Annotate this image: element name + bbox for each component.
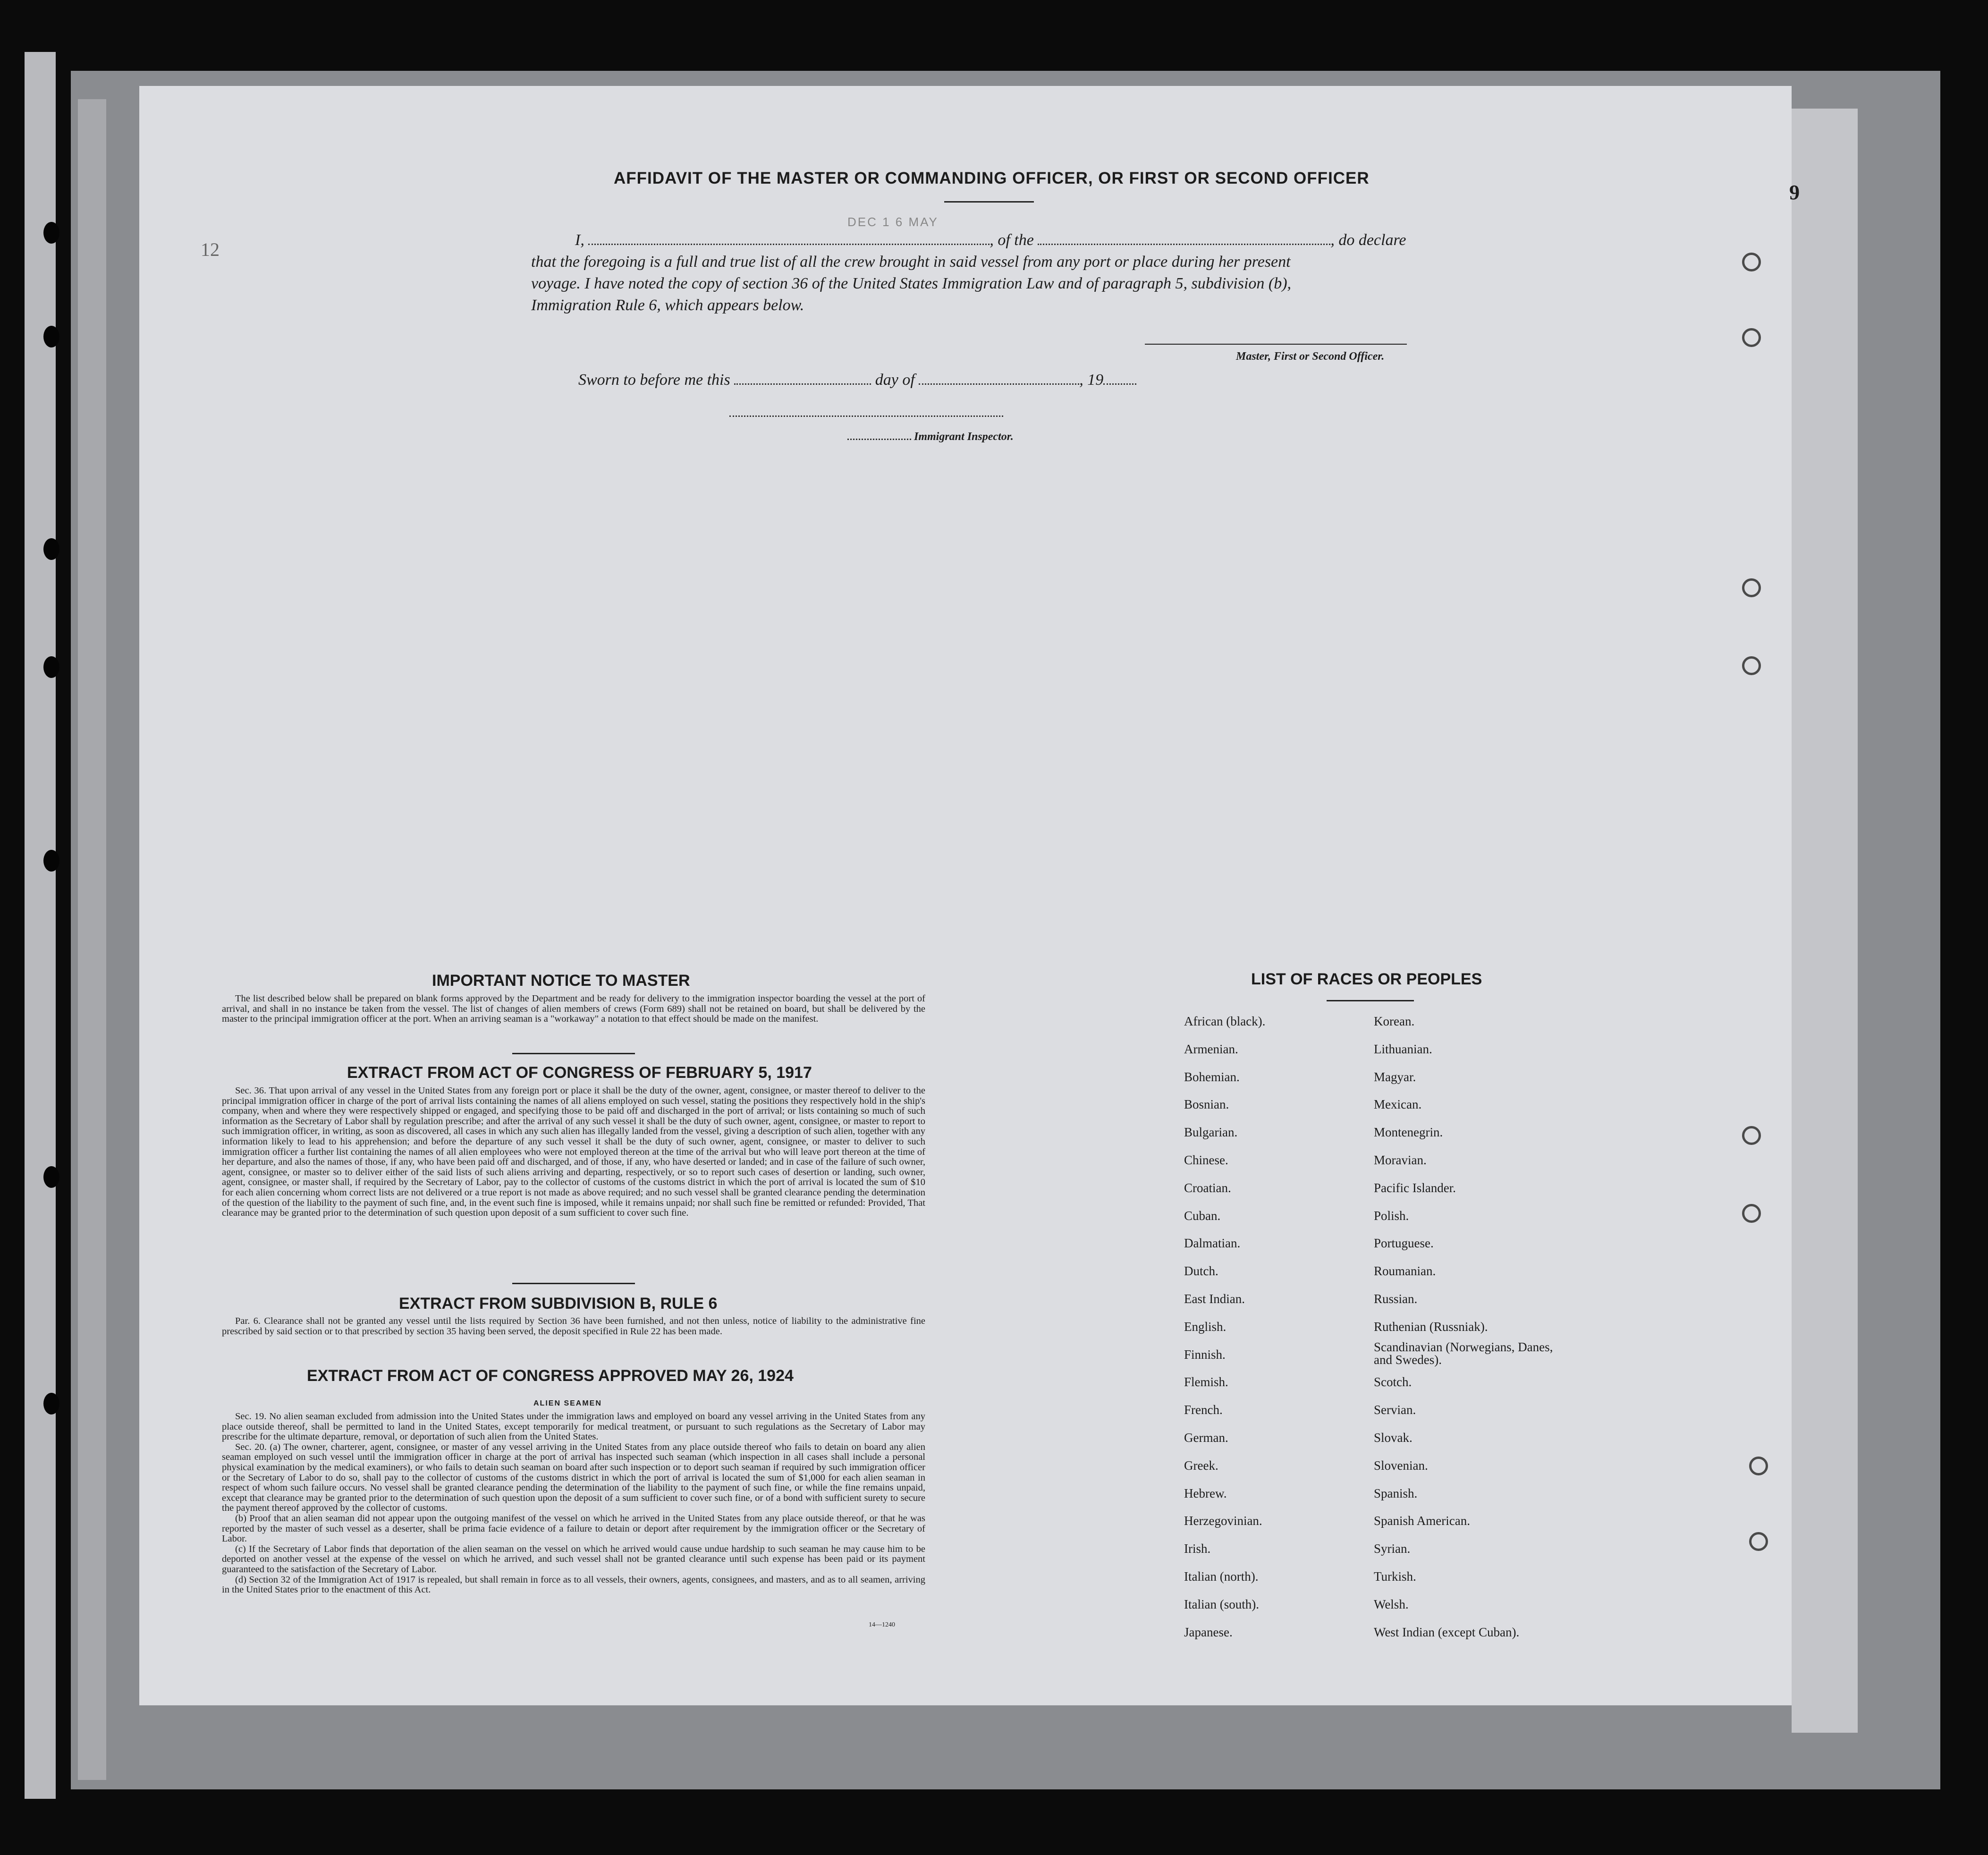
form-number: 14—1240 [869,1621,895,1628]
binder-hole [43,1393,59,1415]
rule6-text [222,1316,925,1337]
race-item: Herzegovinian. [1184,1514,1262,1528]
race-item: Syrian. [1374,1542,1411,1556]
race-item: Bohemian. [1184,1069,1240,1084]
affidavit-line4: Immigration Rule 6, which appears below. [531,296,804,314]
race-item: Hebrew. [1184,1486,1227,1500]
sec20b-paragraph: (b) Proof that an alien seaman did not appear upon the outgoing manifest of the vessel on which he arrived in the United States from any place outside thereof, or that he was reported by the master of such vessel as a deserter, shall be prima facie evidence of a failure to detain or deport after requirement by the immigration officer or the Secretary of Labor. [222,1513,925,1544]
year-blank[interactable] [1103,383,1136,385]
race-item: Scotch. [1374,1375,1412,1389]
sec20c-paragraph: (c) If the Secretary of Labor finds that deportation of the alien seaman on the vessel on which he arrived would cause undue hardship to such seaman he may cause him to be deported on another vessel at the expense of the vessel on which he arrived, and such vessel shall not be granted clearance until such expense has been paid or its payment guaranteed to the satisfaction of the Secretary of Labor. [222,1543,925,1575]
sworn-line [578,371,1136,389]
stamp: DEC 1 6 MAY [847,215,939,229]
race-item: French. [1184,1403,1223,1417]
race-item: African (black). [1184,1014,1266,1028]
race-item: Pacific Islander. [1374,1180,1456,1195]
race-item: Dalmatian. [1184,1236,1241,1251]
inspector-label: Immigrant Inspector. [914,431,1014,443]
sec19-paragraph: Sec. 19. No alien seaman excluded from admission into the United States under the immigration laws and employed on board any vessel arriving in the United States from any place outside thereof, shall be permitted to land in the United States, except temporarily for medical treatment, or pursuant to such regulations as the Secretary of Labor may prescribe for the ultimate departure, removal, or deportation of such alien from the United States. [222,1411,925,1442]
race-item: Italian (south). [1184,1597,1259,1611]
binder-hole [43,538,59,560]
race-item: Korean. [1374,1014,1415,1028]
punch-hole [1742,328,1761,347]
binder-strip [25,52,56,1799]
inspector-dots [847,439,911,440]
race-item: Flemish. [1184,1375,1228,1389]
race-item: Welsh. [1374,1597,1409,1611]
sec20a-paragraph: Sec. 20. (a) The owner, charterer, agent, consignee, or master of any vessel arriving in the United States from any place outside thereof who fails to detain on board any alien seaman employed on such vessel until the immigration officer in charge at the port of arrival has inspected such seaman (which inspection in all cases shall include a personal physical examination by the medical examiners), or who fails to detain such seaman on board after such inspection or to deport such seaman if required by such immigration officer or the Secretary of Labor to do so, shall pay to the collector of customs of the customs district in which the port of arrival is located the sum of $1,000 for each alien seaman in respect of whom such failure occurs. No vessel shall be granted clearance pending the determination of the liability to the payment of such fine, or while the fine remains unpaid, except that clearance may be granted prior to the determination of such question upon the deposit of a sum sufficient to cover such fine, or of a bond with sufficient surety to secure the payment thereof approved by the collector of customs. [222,1441,925,1514]
page-number: 9 [1789,181,1800,204]
divider [512,1283,635,1284]
alien-seamen-subtitle: ALIEN SEAMEN [533,1399,602,1407]
race-item: Bulgarian. [1184,1125,1238,1140]
binder-hole [43,656,59,678]
affidavit-title: AFFIDAVIT OF THE MASTER OR COMMANDING OFFICER, OR FIRST OR SECOND OFFICER [614,169,1370,187]
race-item: Bosnian. [1184,1097,1229,1112]
affidavit-line1 [575,231,1406,249]
notice-paragraph: The list described below shall be prepared on blank forms approved by the Department and be ready for delivery to the immigration inspector boarding the vessel at the port of arrival, and shall in no instance be taken from the vessel. The list of changes of alien members of crews (Form 689) shall not be retained on board, but shall be delivered by the master to the principal immigration officer at the port. When an arriving seaman is a "workaway" a notation to that effect should be made on the manifest. [222,993,925,1025]
race-item: West Indian (except Cuban). [1374,1625,1520,1639]
extract-1924-title: EXTRACT FROM ACT OF CONGRESS APPROVED MAY 26, 1924 [307,1367,794,1385]
divider [512,1053,635,1054]
divider [1327,1000,1414,1001]
race-item: Polish. [1374,1208,1409,1223]
divider [944,201,1034,203]
year-label: , 19 [1079,371,1104,389]
race-item: Spanish. [1374,1486,1418,1500]
race-item: German. [1184,1431,1228,1445]
vessel-blank[interactable] [1038,244,1330,245]
master-signature-label: Master, First or Second Officer. [1236,350,1385,363]
race-item: Russian. [1374,1292,1418,1306]
do-declare-label: , do declare [1330,231,1406,249]
i-label: I, [575,231,584,249]
race-item: English. [1184,1319,1227,1334]
race-item: Italian (north). [1184,1569,1259,1584]
race-item: Scandinavian (Norwegians, Danes, and Swedes). [1374,1339,1553,1367]
rule6-title: EXTRACT FROM SUBDIVISION B, RULE 6 [399,1295,718,1313]
punch-hole [1742,1204,1761,1223]
sworn-label: Sworn to before me this [578,371,730,389]
race-item: Slovak. [1374,1431,1413,1445]
race-item: Cuban. [1184,1208,1221,1223]
race-item: Ruthenian (Russniak). [1374,1319,1488,1334]
punch-hole [1742,1126,1761,1145]
punch-hole [1749,1532,1768,1551]
race-item: Servian. [1374,1403,1416,1417]
punch-hole [1742,578,1761,597]
race-item: Greek. [1184,1458,1218,1473]
race-item: Lithuanian. [1374,1042,1432,1056]
race-item: Chinese. [1184,1153,1228,1167]
of-the-label: , of the [990,231,1034,249]
extract-1924-text [222,1412,925,1595]
race-item: Montenegrin. [1374,1125,1443,1140]
race-item: Mexican. [1374,1097,1422,1112]
punch-hole [1742,656,1761,675]
binder-hole [43,1166,59,1188]
binder-hole [43,850,59,872]
binder-hole [43,222,59,244]
race-item: Roumanian. [1374,1264,1436,1279]
notice-text [222,994,925,1025]
races-title: LIST OF RACES OR PEOPLES [1251,970,1482,988]
side-mark: 12 [201,239,220,260]
race-item: Moravian. [1374,1153,1427,1167]
month-blank[interactable] [919,383,1079,385]
binder-strip [78,99,106,1780]
race-item: Japanese. [1184,1625,1233,1639]
day-of-label: day of [875,371,915,389]
section-36-paragraph: Sec. 36. That upon arrival of any vessel in the United States from any foreign port or place it shall be the duty of the owner, agent, consignee, or master thereof to deliver to the principal immigration officer in charge of the port of arrival lists containing the names of all aliens employed on such vessel, stating the positions they respectively hold in the ship's company, when and where they were respectively shipped or engaged, and specifying those to be paid off and discharged in the port of arrival; or lists containing so much of such information as the Secretary of Labor shall by regulation prescribe; and after the arrival of any such vessel it shall be the duty of such owner, agent, consignee, or master to report to such immigration officer, in writing, as soon as discovered, all cases in which any such alien has illegally landed from the vessel, giving a description of such alien, together with any information likely to lead to his apprehension; and before the departure of any such vessel it shall be the duty of such owner, agent, consignee, or master to deliver to such immigration officer a further list containing the names of all alien employees who were not employed thereon at the time of the arrival but who will leave port thereon at the time of her departure, and also the names of those, if any, who have been paid off and discharged, and of those, if any, who have deserted or landed; and in case of the failure of such owner, agent, consignee, or master so to deliver either of the said lists of such aliens arriving and departing, respectively, or so to report such cases of desertion or landing, such owner, agent, consignee, or master shall, if required by the Secretary of Labor, pay to the collector of customs of the customs district in which the port of arrival is located the sum of $10 for each alien concerning whom correct lists are not delivered or a true report is not made as above required; and no such vessel shall be granted clearance pending the determination of the question of the liability to the payment of such fine, and, in the event such fine is imposed, while it remains unpaid; nor shall such fine be remitted or refunded: Provided, That clearance may be granted prior to the determination of such question upon deposit of a sum sufficient to cover such fine. [222,1085,925,1219]
extract-1917-title: EXTRACT FROM ACT OF CONGRESS OF FEBRUARY 5, 1917 [347,1064,812,1082]
race-item: Slovenian. [1374,1458,1428,1473]
binder-hole [43,326,59,347]
race-item: Magyar. [1374,1069,1416,1084]
race-item: Dutch. [1184,1264,1218,1279]
signature-line[interactable] [1145,344,1407,345]
affidavit-line3: voyage. I have noted the copy of section 36 of the United States Immigration Law and of paragraph 5, subdivision (b), [531,275,1292,292]
race-item: Armenian. [1184,1042,1238,1056]
race-item: Croatian. [1184,1180,1231,1195]
affidavit-line2: that the foregoing is a full and true list of all the crew brought in said vessel from any port or place during her present [531,253,1291,271]
race-item: Spanish American. [1374,1514,1470,1528]
inspector-label-line [847,431,1014,443]
race-item: Portuguese. [1374,1236,1434,1251]
sec20d-paragraph: (d) Section 32 of the Immigration Act of 1917 is repealed, but shall remain in force as to all vessels, their owners, agents, consignees, and masters, and as to all seamen, arriving in the United States prior to the enactment of this Act. [222,1574,925,1595]
race-item: Finnish. [1184,1347,1226,1362]
punch-hole [1749,1457,1768,1475]
page-edge [1792,109,1858,1733]
extract-1917-text [222,1086,925,1219]
race-item: East Indian. [1184,1292,1245,1306]
race-item: Turkish. [1374,1569,1416,1584]
inspector-signature-blank[interactable] [729,415,1003,417]
notice-title: IMPORTANT NOTICE TO MASTER [432,972,690,990]
day-blank[interactable] [734,383,871,385]
race-item: Irish. [1184,1542,1211,1556]
rule6-paragraph: Par. 6. Clearance shall not be granted any vessel until the lists required by Section 36 have been furnished, and not then unless, notice of liability to the administrative fine prescribed by said section or to that prescribed by section 35 having been served, the deposit specified in Rule 22 has been made. [222,1316,925,1337]
name-blank[interactable] [588,244,990,245]
punch-hole [1742,253,1761,271]
